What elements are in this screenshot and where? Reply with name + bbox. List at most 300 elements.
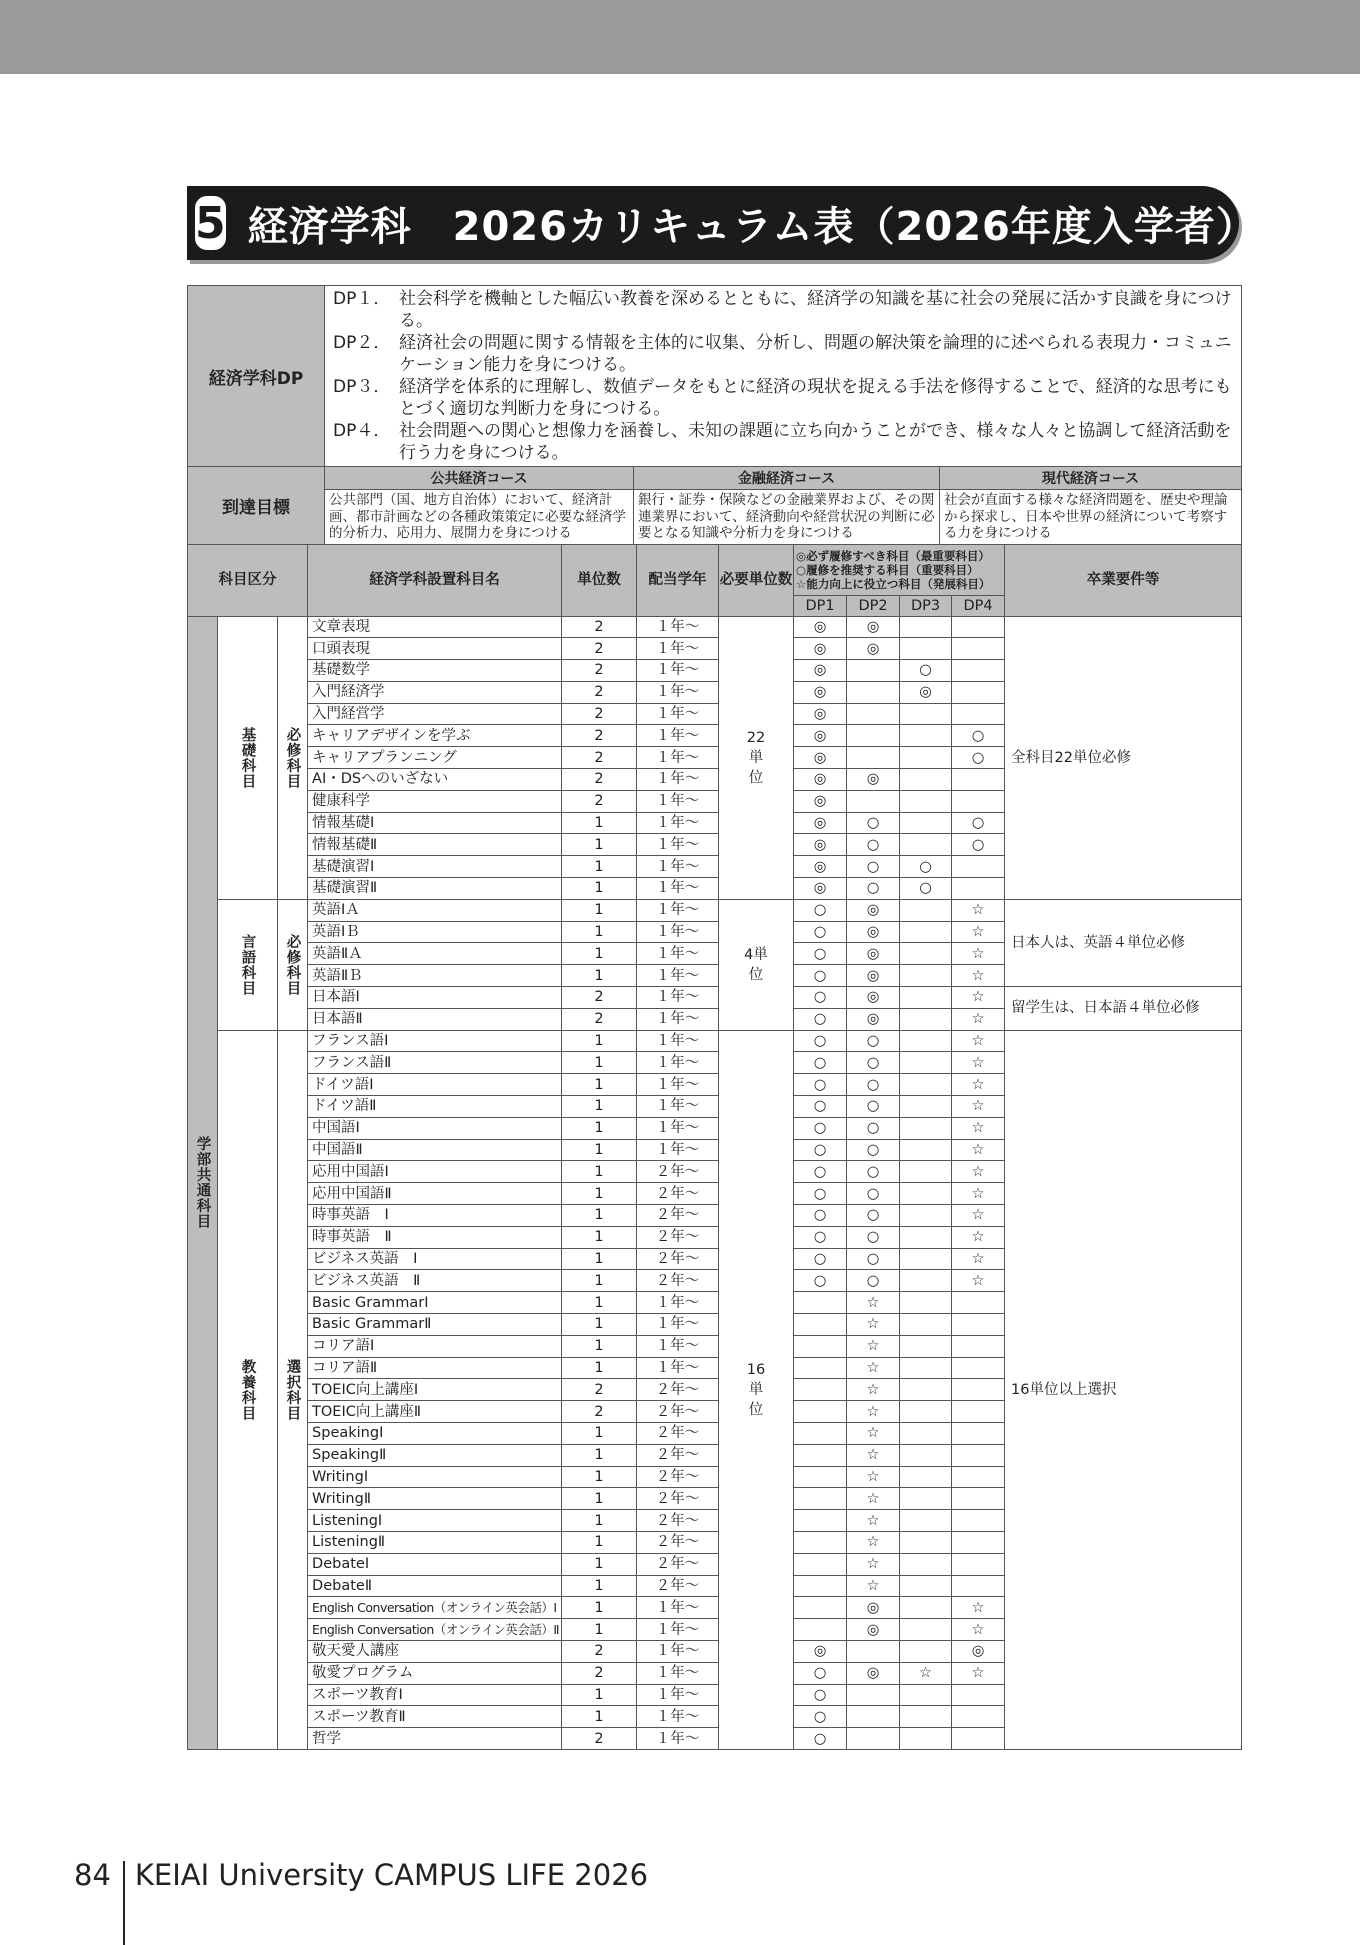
dp3-mark	[900, 1292, 952, 1314]
dp3-mark	[900, 1074, 952, 1096]
legend-important: ○履修を推奨する科目（重要科目）	[796, 562, 979, 577]
assigned-year: １年〜	[637, 1008, 719, 1030]
unit-count: 1	[562, 1510, 637, 1532]
subject-name: 英語ⅡＢ	[308, 965, 562, 987]
dp4-mark: ☆	[952, 1052, 1005, 1074]
dp4-mark: ☆	[952, 987, 1005, 1009]
unit-count: 1	[562, 921, 637, 943]
dp2-mark: ☆	[847, 1379, 900, 1401]
assigned-year: １年〜	[637, 1357, 719, 1379]
dp2-mark: ○	[847, 1270, 900, 1292]
dp-item-1	[333, 288, 1233, 332]
dp-item-text: 経済学を体系的に理解し、数値データをもとに経済の現状を捉える手法を修得することで、経済的な思考にもとづく適切な判断力を身につける。	[399, 377, 1232, 419]
dp4-mark: ☆	[952, 899, 1005, 921]
assigned-year: １年〜	[637, 987, 719, 1009]
subject-name: SpeakingⅠ	[308, 1422, 562, 1444]
dp2-mark: ○	[847, 1117, 900, 1139]
table-row	[188, 987, 1242, 1009]
header-dp2: DP2	[847, 595, 900, 616]
unit-count: 1	[562, 1270, 637, 1292]
dp1-mark: ○	[794, 943, 847, 965]
dp2-mark	[847, 681, 900, 703]
assigned-year: １年〜	[637, 1052, 719, 1074]
dp3-mark: ◎	[900, 681, 952, 703]
dp4-mark: ☆	[952, 1139, 1005, 1161]
dp1-mark: ○	[794, 1139, 847, 1161]
unit-count: 1	[562, 1052, 637, 1074]
dp3-mark	[900, 1619, 952, 1641]
dp3-mark	[900, 1226, 952, 1248]
dp1-mark: ○	[794, 1205, 847, 1227]
unit-count: 1	[562, 1466, 637, 1488]
subject-name: ListeningⅠ	[308, 1510, 562, 1532]
dp1-mark: ○	[794, 1052, 847, 1074]
dp4-mark: ○	[952, 834, 1005, 856]
subject-name: English Conversation（オンライン英会話）Ⅱ	[308, 1619, 562, 1641]
unit-count: 1	[562, 1314, 637, 1336]
dp3-mark	[900, 638, 952, 660]
dp4-mark: ☆	[952, 1117, 1005, 1139]
subject-name: SpeakingⅡ	[308, 1444, 562, 1466]
dp-item-key: DP２．	[333, 333, 391, 353]
dp2-mark: ◎	[847, 1008, 900, 1030]
dp3-mark	[900, 747, 952, 769]
dp4-mark: ☆	[952, 1226, 1005, 1248]
dp2-mark: ◎	[847, 899, 900, 921]
subject-name: 基礎数学	[308, 660, 562, 682]
assigned-year: １年〜	[637, 1030, 719, 1052]
subject-name: スポーツ教育Ⅰ	[308, 1684, 562, 1706]
subject-name: 応用中国語Ⅱ	[308, 1183, 562, 1205]
dp1-mark	[794, 1488, 847, 1510]
subject-name: 文章表現	[308, 616, 562, 638]
subject-name: 中国語Ⅱ	[308, 1139, 562, 1161]
unit-count: 2	[562, 681, 637, 703]
dp3-mark	[900, 1270, 952, 1292]
assigned-year: １年〜	[637, 834, 719, 856]
dp3-mark: ○	[900, 856, 952, 878]
dp1-mark: ◎	[794, 638, 847, 660]
assigned-year: １年〜	[637, 965, 719, 987]
assigned-year: ２年〜	[637, 1205, 719, 1227]
type-sentaku: 選択科目	[278, 1030, 308, 1749]
dp1-mark	[794, 1597, 847, 1619]
subject-name: 敬天愛人講座	[308, 1640, 562, 1662]
unit-count: 1	[562, 1183, 637, 1205]
course-name-modern: 現代経済コース	[940, 467, 1242, 490]
dp4-mark	[952, 616, 1005, 638]
dp3-mark	[900, 1510, 952, 1532]
subject-name: 英語ⅠＡ	[308, 899, 562, 921]
assigned-year: １年〜	[637, 921, 719, 943]
assigned-year: １年〜	[637, 899, 719, 921]
dp1-mark: ◎	[794, 703, 847, 725]
dp3-mark	[900, 899, 952, 921]
dp1-mark: ○	[794, 1248, 847, 1270]
dp1-mark	[794, 1510, 847, 1532]
dp1-mark: ○	[794, 899, 847, 921]
dp3-mark: ☆	[900, 1662, 952, 1684]
dp3-mark	[900, 1314, 952, 1336]
course-name-finance: 金融経済コース	[634, 467, 940, 490]
dp3-mark	[900, 921, 952, 943]
assigned-year: １年〜	[637, 1292, 719, 1314]
assigned-year: ２年〜	[637, 1575, 719, 1597]
dp1-mark	[794, 1379, 847, 1401]
dp2-mark: ☆	[847, 1466, 900, 1488]
subject-name: Basic GrammarⅠ	[308, 1292, 562, 1314]
dp4-mark	[952, 1728, 1005, 1750]
unit-count: 1	[562, 965, 637, 987]
dp2-mark: ☆	[847, 1335, 900, 1357]
course-name-public: 公共経済コース	[325, 467, 634, 490]
assigned-year: １年〜	[637, 769, 719, 791]
assigned-year: ２年〜	[637, 1444, 719, 1466]
dp3-mark	[900, 1531, 952, 1553]
dp3-mark	[900, 1379, 952, 1401]
dp2-mark: ○	[847, 1139, 900, 1161]
dp2-mark: ☆	[847, 1444, 900, 1466]
subject-name: コリア語Ⅱ	[308, 1357, 562, 1379]
unit-count: 2	[562, 616, 637, 638]
dp3-mark	[900, 769, 952, 791]
unit-count: 1	[562, 812, 637, 834]
unit-count: 1	[562, 1292, 637, 1314]
dp4-mark	[952, 769, 1005, 791]
dp2-mark: ◎	[847, 616, 900, 638]
dp1-mark: ○	[794, 1117, 847, 1139]
dp2-mark	[847, 1640, 900, 1662]
subject-name: DebateⅠ	[308, 1553, 562, 1575]
dp1-mark: ◎	[794, 725, 847, 747]
course-goal-public: 公共部門（国、地方自治体）において、経済計画、都市計画などの各種政策策定に必要な経済学的分析力、応用力、展開力を身につける	[325, 490, 634, 545]
dp3-mark	[900, 1248, 952, 1270]
type-hisshu-gengo: 必修科目	[278, 899, 308, 1030]
dp2-mark: ☆	[847, 1553, 900, 1575]
course-goal-finance: 銀行・証券・保険などの金融業界および、その関連業界において、経済動向や経営状況の判断に必要となる知識や分析力を身につける	[634, 490, 940, 545]
subject-name: AI・DSへのいざない	[308, 769, 562, 791]
dp2-mark: ○	[847, 878, 900, 900]
subject-name: ビジネス英語 Ⅰ	[308, 1248, 562, 1270]
dp2-mark: ☆	[847, 1531, 900, 1553]
subject-name: 情報基礎Ⅱ	[308, 834, 562, 856]
category-gakubu: 学部共通科目	[188, 616, 218, 1749]
dp-item-text: 社会科学を機軸とした幅広い教養を深めるとともに、経済学の知識を基に社会の発展に活かす良識を身につける。	[399, 289, 1232, 331]
dp-legend	[794, 544, 1005, 595]
dp4-mark	[952, 1488, 1005, 1510]
dp3-mark	[900, 987, 952, 1009]
note-kiso: 全科目22単位必修	[1005, 616, 1242, 899]
dp2-mark: ○	[847, 1183, 900, 1205]
dp3-mark	[900, 1357, 952, 1379]
subject-name: DebateⅡ	[308, 1575, 562, 1597]
dp3-mark	[900, 1161, 952, 1183]
dp1-mark: ◎	[794, 747, 847, 769]
header-dp4: DP4	[952, 595, 1005, 616]
unit-count: 1	[562, 1161, 637, 1183]
dp1-mark: ○	[794, 1096, 847, 1118]
dp3-mark	[900, 703, 952, 725]
assigned-year: １年〜	[637, 1335, 719, 1357]
unit-count: 1	[562, 1117, 637, 1139]
required-units-kiso: 22単位	[719, 616, 794, 899]
dp3-mark	[900, 1401, 952, 1423]
subject-name: 入門経営学	[308, 703, 562, 725]
dp4-mark	[952, 1314, 1005, 1336]
header-dp3: DP3	[900, 595, 952, 616]
assigned-year: ２年〜	[637, 1466, 719, 1488]
dp2-mark: ○	[847, 856, 900, 878]
dp1-mark	[794, 1444, 847, 1466]
subject-name: ドイツ語Ⅱ	[308, 1096, 562, 1118]
table-row	[188, 1030, 1242, 1052]
subject-name: TOEIC向上講座Ⅰ	[308, 1379, 562, 1401]
unit-count: 1	[562, 1226, 637, 1248]
assigned-year: １年〜	[637, 1139, 719, 1161]
dp4-mark: ☆	[952, 1096, 1005, 1118]
dp4-mark	[952, 1292, 1005, 1314]
dp4-mark	[952, 1422, 1005, 1444]
dp3-mark: ○	[900, 878, 952, 900]
legend-most-important: ◎必ず履修すべき科目（最重要科目）	[796, 548, 990, 563]
dp2-mark: ☆	[847, 1292, 900, 1314]
dp2-mark: ☆	[847, 1510, 900, 1532]
unit-count: 1	[562, 856, 637, 878]
dp4-mark: ☆	[952, 1074, 1005, 1096]
dp2-mark: ◎	[847, 987, 900, 1009]
category-gengo: 言語科目	[218, 899, 278, 1030]
dp2-mark	[847, 725, 900, 747]
assigned-year: １年〜	[637, 1619, 719, 1641]
unit-count: 2	[562, 660, 637, 682]
dp1-mark: ◎	[794, 878, 847, 900]
assigned-year: １年〜	[637, 1706, 719, 1728]
dp1-mark: ○	[794, 965, 847, 987]
assigned-year: ２年〜	[637, 1183, 719, 1205]
assigned-year: １年〜	[637, 878, 719, 900]
dp4-mark	[952, 878, 1005, 900]
dp3-mark	[900, 790, 952, 812]
required-units-gengo: 4単位	[719, 899, 794, 1030]
dp2-mark	[847, 660, 900, 682]
dp1-mark	[794, 1335, 847, 1357]
dp1-mark: ◎	[794, 834, 847, 856]
dp4-mark	[952, 1379, 1005, 1401]
unit-count: 2	[562, 790, 637, 812]
dp4-mark	[952, 1531, 1005, 1553]
unit-count: 1	[562, 834, 637, 856]
dp3-mark	[900, 1466, 952, 1488]
unit-count: 1	[562, 1531, 637, 1553]
dp2-mark: ○	[847, 1161, 900, 1183]
assigned-year: １年〜	[637, 1597, 719, 1619]
table-row	[188, 616, 1242, 638]
assigned-year: ２年〜	[637, 1226, 719, 1248]
subject-name: 英語ⅠＢ	[308, 921, 562, 943]
dp2-mark: ○	[847, 1074, 900, 1096]
unit-count: 1	[562, 878, 637, 900]
assigned-year: ２年〜	[637, 1531, 719, 1553]
subject-name: 時事英語 Ⅰ	[308, 1205, 562, 1227]
dp2-mark	[847, 1706, 900, 1728]
subject-name: TOEIC向上講座Ⅱ	[308, 1401, 562, 1423]
dp-list	[325, 286, 1242, 467]
dp4-mark: ☆	[952, 1270, 1005, 1292]
unit-count: 1	[562, 1422, 637, 1444]
header-subject: 経済学科設置科目名	[308, 544, 562, 616]
subject-name: 口頭表現	[308, 638, 562, 660]
unit-count: 1	[562, 1357, 637, 1379]
dp1-mark: ○	[794, 987, 847, 1009]
dp3-mark	[900, 1096, 952, 1118]
subject-name: 情報基礎Ⅰ	[308, 812, 562, 834]
dp3-mark	[900, 1684, 952, 1706]
assigned-year: １年〜	[637, 1314, 719, 1336]
dp1-mark: ◎	[794, 790, 847, 812]
subject-name: キャリアプランニング	[308, 747, 562, 769]
dp3-mark	[900, 1575, 952, 1597]
assigned-year: １年〜	[637, 616, 719, 638]
dp3-mark	[900, 725, 952, 747]
dp1-mark	[794, 1466, 847, 1488]
dp2-mark: ○	[847, 1248, 900, 1270]
assigned-year: １年〜	[637, 1640, 719, 1662]
header-units: 単位数	[562, 544, 637, 616]
dp1-mark: ◎	[794, 812, 847, 834]
dp1-mark: ○	[794, 1706, 847, 1728]
assigned-year: ２年〜	[637, 1553, 719, 1575]
page-footer	[74, 1833, 648, 1917]
dp4-mark: ○	[952, 725, 1005, 747]
dp1-mark: ○	[794, 1008, 847, 1030]
dp3-mark	[900, 1640, 952, 1662]
subject-name: コリア語Ⅰ	[308, 1335, 562, 1357]
top-gray-band	[0, 0, 1360, 74]
header-category: 科目区分	[188, 544, 308, 616]
dp1-mark	[794, 1619, 847, 1641]
dp4-mark: ☆	[952, 1030, 1005, 1052]
unit-count: 1	[562, 899, 637, 921]
dp-item-2	[333, 332, 1233, 376]
unit-count: 2	[562, 1379, 637, 1401]
assigned-year: ２年〜	[637, 1422, 719, 1444]
subject-name: 日本語Ⅱ	[308, 1008, 562, 1030]
assigned-year: ２年〜	[637, 1270, 719, 1292]
dp4-mark: ☆	[952, 1183, 1005, 1205]
dp4-mark	[952, 1684, 1005, 1706]
dp-item-text: 社会問題への関心と想像力を涵養し、未知の課題に立ち向かうことができ、様々な人々と協調して経済活動を行う力を身につける。	[399, 421, 1232, 463]
dp2-mark: ○	[847, 1052, 900, 1074]
publication-title: KEIAI University CAMPUS LIFE 2026	[134, 1858, 649, 1892]
dp-item-key: DP１．	[333, 289, 391, 309]
dp2-mark	[847, 790, 900, 812]
dp-item-key: DP３．	[333, 377, 391, 397]
assigned-year: ２年〜	[637, 1379, 719, 1401]
unit-count: 2	[562, 769, 637, 791]
dp1-mark: ○	[794, 1074, 847, 1096]
dp1-mark: ◎	[794, 660, 847, 682]
dp3-mark	[900, 812, 952, 834]
subject-name: Basic GrammarⅡ	[308, 1314, 562, 1336]
dp3-mark	[900, 1205, 952, 1227]
section-number: 5	[195, 197, 226, 249]
unit-count: 1	[562, 1139, 637, 1161]
dp1-mark: ○	[794, 1662, 847, 1684]
assigned-year: １年〜	[637, 747, 719, 769]
assigned-year: １年〜	[637, 943, 719, 965]
dp1-mark: ◎	[794, 1640, 847, 1662]
dp2-mark: ☆	[847, 1575, 900, 1597]
subject-name: 基礎演習Ⅰ	[308, 856, 562, 878]
subject-name: English Conversation（オンライン英会話）Ⅰ	[308, 1597, 562, 1619]
dp4-mark	[952, 1466, 1005, 1488]
assigned-year: １年〜	[637, 1117, 719, 1139]
subject-name: ListeningⅡ	[308, 1531, 562, 1553]
unit-count: 1	[562, 1619, 637, 1641]
dp1-mark: ◎	[794, 856, 847, 878]
subject-name: 敬愛プログラム	[308, 1662, 562, 1684]
header-dp1: DP1	[794, 595, 847, 616]
dp1-mark	[794, 1292, 847, 1314]
assigned-year: １年〜	[637, 1684, 719, 1706]
dp1-mark: ◎	[794, 681, 847, 703]
dp2-mark	[847, 1728, 900, 1750]
dp4-mark: ☆	[952, 965, 1005, 987]
dp4-mark: ☆	[952, 1008, 1005, 1030]
dp3-mark	[900, 1008, 952, 1030]
assigned-year: １年〜	[637, 1096, 719, 1118]
unit-count: 2	[562, 638, 637, 660]
dp3-mark	[900, 1052, 952, 1074]
dp2-mark: ☆	[847, 1422, 900, 1444]
dp4-mark	[952, 790, 1005, 812]
dp2-mark: ◎	[847, 1662, 900, 1684]
dp3-mark	[900, 834, 952, 856]
dp2-mark: ◎	[847, 638, 900, 660]
dp4-mark: ☆	[952, 921, 1005, 943]
dp-item-key: DP４．	[333, 421, 391, 441]
subject-name: 中国語Ⅰ	[308, 1117, 562, 1139]
goal-label: 到達目標	[188, 467, 325, 545]
unit-count: 1	[562, 1575, 637, 1597]
dp2-mark: ☆	[847, 1357, 900, 1379]
section-title-bar	[187, 186, 1257, 260]
dp1-mark: ○	[794, 1183, 847, 1205]
dp1-mark: ◎	[794, 769, 847, 791]
dp2-mark: ☆	[847, 1488, 900, 1510]
unit-count: 1	[562, 1248, 637, 1270]
dp2-mark: ◎	[847, 1619, 900, 1641]
dp3-mark	[900, 1597, 952, 1619]
dp3-mark	[900, 1706, 952, 1728]
dp3-mark	[900, 1444, 952, 1466]
dp2-mark: ◎	[847, 1597, 900, 1619]
dp3-mark	[900, 1183, 952, 1205]
dp1-mark: ○	[794, 1030, 847, 1052]
dp-goal-table-container	[187, 285, 1241, 1750]
assigned-year: １年〜	[637, 1728, 719, 1750]
dp1-mark	[794, 1314, 847, 1336]
dp4-mark	[952, 681, 1005, 703]
dp3-mark	[900, 943, 952, 965]
subject-name: 日本語Ⅰ	[308, 987, 562, 1009]
footer-divider	[123, 1861, 125, 1945]
dp3-mark	[900, 965, 952, 987]
dp4-mark	[952, 1706, 1005, 1728]
dp4-mark	[952, 1510, 1005, 1532]
dp2-mark: ◎	[847, 769, 900, 791]
subject-name: 哲学	[308, 1728, 562, 1750]
